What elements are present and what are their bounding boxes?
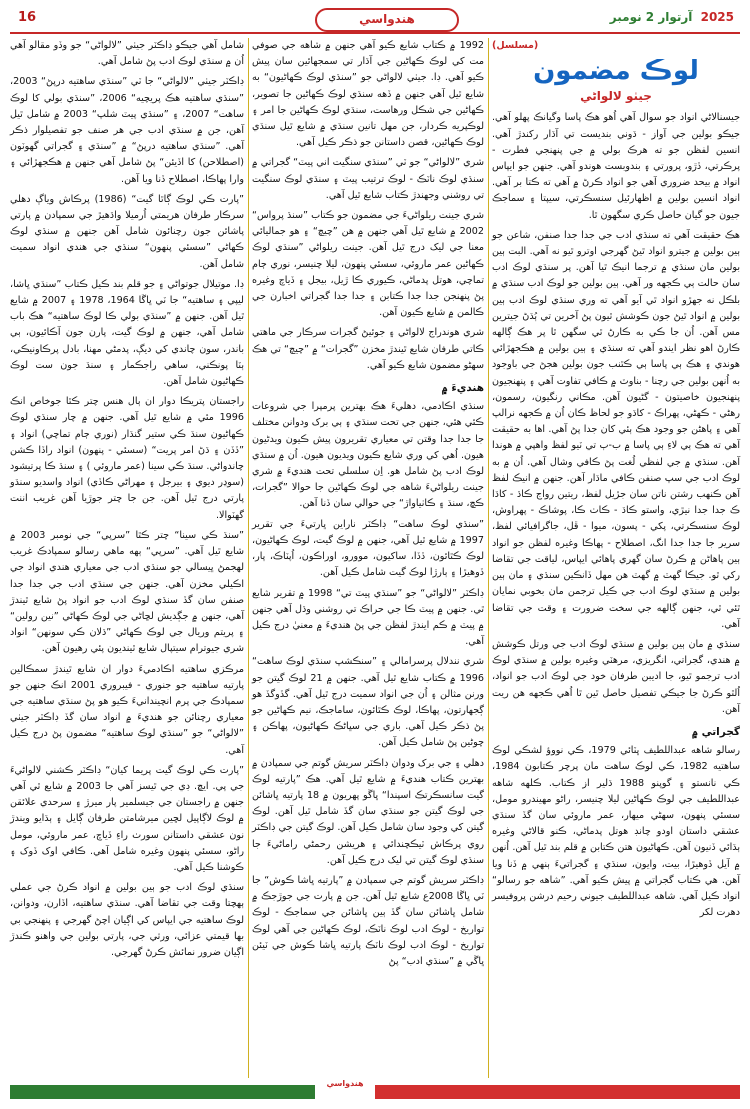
paragraph: دهلي ۽ جي برک ودوان ڊاڪٽر سريش گوتم جي سمپادن ۾ بهترين ڪتاب هنديءَ ۾ شايع ٿيل آهي. هڪ ”پارتيه لوڪ گيت سانسڪرتڪ اسپندا“ ڀاڱو پهريون ۾ 18 پارتيه ڀاشائن جي لوڪ گيتن جو سنڌي سان گڏ شامل ٿيل آهن. لوڪ گيتن کي وجود سان شامل ڪيل آهن. لوڪ گيتن جي ڊاڪٽر روي پرڪاش ٽيڪچندائي ۽ هريشن رحمڻي راماڻيءَ جا سنڌي لوڪ گيتن تي ليک درج ڪيل آهن.	[252, 757, 485, 866]
paragraph: شري جينت ريلواڻيءَ جي مضمون جو ڪتاب ”سنڌ پرواس“ 2002 ۾ شايع ٿيل آهي جنهن ۾ هن ”چيچ“ ۽ هو جماليائي معنا جي ليک درج ٿيل آهن. جينت ريلواڻي ”سنڌي لوڪ ڪهاڻين عمر ماروئي، سسئي پنهون، ليلا چنيسر، نوري ڄام تماچي، هوتل پدماڻي، ڪيوري ڪا ڙيل، بيجل ۽ ڏياچ وغيره پڻ پنهنجن جدا جدا ڪتابن ۽ جدا جدا گجراتي اخبارن جي ڪالمن ۾ شايع ڪيون آهن.	[252, 210, 484, 319]
continued-label: (مسلسل)	[492, 40, 539, 51]
header-rule	[10, 32, 740, 34]
column-divider	[248, 38, 249, 1078]
paragraph: هڪ حقيقت آهي ته سنڌي ادب جي جدا جدا صنفن، شاعن جو ٻين بولين ۾ جيترو انواد ٿيڻ گهرجي اوترو ٿيو نه آهي. البت ٻين بولين مان سنڌي ۾ ترجما انيڪ ٿيا آهن. پر سنڌي لوڪ ادب سان حالت ٻي ڪجهه ور آهي. ٻين بولين جو لوڪ ادب سنڌي ۾ بلڪل نه جهڙو انواد ٿي آيو آهي ته وري سنڌي لوڪ ادب ٻين بولين ۾ انواد ٿيڻ جون ڪوشش ٿيون پڻ آخرين تي ٻُڌڻ جيترين مس آهن. اُن جا ڪي به ڪارڻ ٿي سگهن ٿا پر هڪ ڳالهه ڪارڻ اهو نظر ايندو آهي ته سنڌي ۽ ٻين بولين ۾ هڪجهڙائي هوندي ۽ هڪ ٻي پاسا ٻي ڪٿنب جون بولين هجڻ جي باوجود به اُنهن بولين جي رچنا - بناوٽ ۾ ڪافي تفاوت آهي ۽ پنهنجيون پنهنجيون خاصيتون - گڻيون آهن. مڪاني رنگيون، رسمون، رهڻي - ڪهڻي، پهراڪ - کاڌو جو لحاظ ڪان اُن ۾ ڪجهه نرالپ آهي ۽ پاهڻن جو وجود هڪ ٻئي کان جدا پڻ آهي. اها به حقيقت آهي ته هڪ ٻي لاءِ ٻي پاسا ۾ ب-ٻ تي ٽيو لفظ واهپي ۾ هوندا آهن. سنڌي ۾ جي لفظي لُغت پڻ ڪافي وشال آهي. اُن ۾ به لوڪ ادب جي سپ صنفن ڪافي ماڌار آهن. جنهن ۾ انيڪ لفظ آهن ڪنهب رشتن ناتن سان جڙيل لفظ، ريتين رواج ڪاڌ - کاڌا ڪ جدا جدا نيڙي، واستو ڪاڌ - ڪاٺ ڪا، پوشاڪ - پهراوش، لوڪ سنسڪرتي، پکي - پسون، ميوا - ڦل، جاگرافيائي لفظ، سرير جا جدا جدا انگ، اصطلاح - پهاڪا وغيره لفظن جو انواد ٻين پاهاڻن ۾ ڪرڻ سان گهري پاهائي ايپاس، لياقت جي تقاضا رکي ٿو. جيڪا گهٽ ۾ گهٽ هن مهل ڏانڪين سنڌي ۽ مان ٻين بولين ۾ سنڌي لوڪ ادب جي ڪيل ترجمن مان بخوبي نمايان ٿئي ٿي، جنهن ڳالهه جي سخت ضرورت ۽ وقت جي تقاضا آهي.	[492, 229, 740, 630]
column-middle	[252, 38, 484, 974]
paragraph: شامل آهي جيڪو ڊاڪٽر جيٺي ”لالواڻي“ جو وڏو مقالو آهي اُن ۾ سنڌي لوڪ ادب پڻ شامل آهي.	[10, 40, 244, 68]
paragraph: ”سنڌ ڪي سينا“ چتر ڪٿا ”سرپي“ جي نومبر 2003 ۾ شايع ٿيل آهي. ”سرپي“ ٻهه ماهي رسالو سمپادڪ غريب لهجمڻ ڀيسالي جو سنڌي ادب جي معياري هندي انواد جي اڪيلي مخزن آهي. جنهن جي سنڌي ادب جي جدا جدا صنفن سان گڏ سنڌي لوڪ ادب جو انواد پڻ شايع ٿيندڙ آهي، جنهن ۾ جڳديش لڇاڻي جي لوڪ ڪهاڻي ”نين رولين“ ۽ پريتم وريال جي لوڪ ڪهاڻي ”ڌلان ڪي سونهن“ انواد شري جيوترام سيتپال شايع ٿينديون پئي رهيون آهن.	[10, 529, 245, 655]
issue-year: 2025	[700, 10, 734, 24]
paragraph: ڊا. موتيلال جوتواڻي ۽ جو قلم بند ڪيل ڪتاب ”سنڌي ڀاشا، ليپي ۽ ساهتيه“ جا ٽي ڀاڱا 1964، 1978 ۽ 2007 ۾ شايع ٿيل آهن. جنهن ۾ ”سنڌي بولي ڪا لوڪ ساهتيه“ هڪ باب شامل آهي، جنهن ۾ لوڪ گيت، پارن جون آڪائيون، ٻي باندر، سون چاندي کي ديڳ، پدمڻي مهنا، بادل پرڪاونيڪي، ٻٽا پونڪني، ساهي راجڪمار ۽ سنڌ جون ست لوڪ ڪهاڻيون شامل آهن.	[10, 278, 244, 388]
article-kicker: لوڪ مضمون	[533, 56, 699, 87]
paragraph: مرڪزي ساهتيه اڪادميءَ دوار ان شايع ٿيندڙ سمڪالين پارتيه ساهتيه جو جنوري - فيبروري 2001 انڪ جنهن جو سمپادڪ جي پرم انچيندانيءَ ڪيو هو پڻ سنڌي ساهتيه جي معياري رچنائن جو هنديءَ ۾ انواد سان گڏ ڊاڪٽر جيٺي ”لالواڻي“ جو ”سنڌي لوڪ ساهتيه“ مضمون پڻ درج ڪيل آهي.	[10, 663, 245, 756]
paragraph: ڊاڪٽر ”لالواڻي“ جو ”سنڌي پيٽ تي“ 1998 ۾ تقرير شايع ٿي. جنهن ۾ پيٽ ڪا جي حراڪ تي روشني وڌل آهي جنهن ۾ پيٽ ۾ ڪم ايندڙ لفظن جي پڻ هنديءَ ۾ معنيٰ درج ڪيل آهي.	[252, 587, 484, 648]
footer-green-band	[10, 1085, 315, 1099]
issue-date	[610, 10, 734, 24]
paragraph: شري هوندراج لالواڻي ۽ جوئيڻ گجرات سرڪار جي ماهتي ڪاتي طرفان شايع ٿيندڙ مخزن ”گجرات“ ۾ ”چيچ“ تي هڪ سهڻو مضمون شايع ڪيو آهي.	[252, 327, 484, 371]
paragraph: 1992 ۾ ڪتاب شايع ڪيو آهي جنهن ۾ شاهه جي صوفي مت کي لوڪ ڪهاڻين جي آڌار تي سمجهائين سان پيش ڪيو آهي. ڊا. جيٺي لالواڻي جو ”سنڌي لوڪ ڪهاڻيون“ به شايع ٿيل آهي جنهن ۾ ڏهه سنڌي لوڪ ڪهاڻين جا تصوير، ڪهاڻين جي شڪل ورهاست، سنڌي لوڪ ڪهاڻين جا امر ۽ لوڪپريه ڪردار، جن مهل تانين سنڌي ۾ شايع ٿيل سنڌي لوڪ ڪهاڻين، قصن داستانن جو ذڪر ڪيل آهي.	[252, 40, 484, 149]
paragraph: ”سنڌي لوڪ ساهت“ ڊاڪٽر ناراين ڀارتيءَ جي تقرير 1997 ۾ شايع ٿيل آهي، جنهن ۾ لوڪ گيت، لوڪ ڪهاڻيون، لوڪ ڪٿائون، ڏڏا، ساکيون، موورو، اوراڪون، اُپٽاڪ، پار، ڏوهيڙا ۽ ٻارڙا لوڪ گيت شامل ڪيل آهن.	[252, 518, 484, 579]
subhead-hindi: هنديءَ ۾	[441, 382, 484, 395]
paragraph: رسالو شاهه عبداللطيف ڀٽائي 1979، ڪي نووؤ لشڪي لوڪ ساهتيه 1982، ڪي لوڪ ساهت مان پرچر ڪتابون 1984، ڪي نانستو ۽ گوپنو 1988 ڌلير از ڪتاب. ڪلهه شاهه عبداللطيف جي لوڪ ڪهاڻين ليلا چنيسر، راڻو مهيندرو مومل، سسئي پنهون، سهڻي ميهار، عمر ماروئي سان گڏ سنڌي عشقي داستان اودو چانڊ هوتل پدماڻي، ڪنو قالاڻي وغيره ٻڌائي ڏنيون آهن. ڪهاڻيون هتن ڪتابن ۾ قلم بند ٿيل آهن. اُنهن ۾ آيل ڏوهيڙا، بيت، وايون، سنڌي ۽ گجراتيءَ ٻنهي ۾ ڏنا ويا آهن. هي ڪتاب گجراتي ۾ پيش ڪيو آهي. ”شاهه جو رسالو“ انواد ڪيل آهي. شاهه عبداللطيف جيوني رحيم درشن پروفيسر دهرت لکر	[492, 745, 740, 919]
column-left	[10, 38, 244, 965]
page-header	[10, 8, 740, 30]
article-author: جيٺو لالواڻي	[580, 89, 652, 104]
footer-red-band	[375, 1085, 740, 1099]
paragraph: شري ”لالواڻي“ جو ٽي ”سنڌي سنگيت اني پيٽ“ گجراتي ۾ سنڌي لوڪ ناٽڪ - لوڪ ترتيب پيٽ ۽ سنڌي لوڪ سنگيت تي روشني وجهندڙ ڪتاب شايع ٿيل آهي.	[252, 157, 484, 201]
page-number: 16	[18, 10, 37, 25]
page-footer	[10, 1079, 740, 1099]
paragraph: سنڌي لوڪ ادب جو ٻين بولين ۾ انواد ڪرڻ جي عملي ٻهچتا وقت جي تقاضا آهي. سنڌي ساهتيه، اڏارن، ودوانن، لوڪ ساهتيه جي ايپاس کي اڳيان اچڻ گهرجي ۽ پنهنجي بي بها قيمتي عزائي، ورثي جي، پارتي بولين جي واهنو ڪندڙ اڳيان ضرور نمائش ڪرڻ گهرجي.	[10, 882, 244, 958]
paragraph: ڊاڪٽر جيٺي ”لالواڻي“ جا ٽي ”سنڌي ساهتيه درپڻ“ 2003، ”سنڌي ساهتيه هڪ پريچيه“ 2006، ”سنڌي بولي کا لوڪ ساهت“ 2007، ۽ ”سنڌي پيٽ شلپ“ 2003 ۾ شامل ٿيل آهن، جن ۾ سنڌي ادب جي هر صنف جو تفصيلوار ذڪر آهي. ”سنڌي ساهتيه درپڻ“ ۾ ”سنڌي ۽ گجراتي گهوٽون (اصطلاحن) کا اڏيئن“ پڻ شامل آهي جنهن ۾ هڪجهڙائي ۽ وارا پهاڪا، اصطلاح ڏنا ويا آهن.	[10, 76, 245, 185]
footer-logo: هندواسي	[326, 1079, 364, 1088]
paragraph: سنڌي اڪادمي، دهليءَ هڪ بهترين پرمپرا جي شروعات ڪئي هئي، جنهن جي تحت سنڌي ۽ ٻي برک ودوانن مختلف جا جدا جدا وقتن تي معياري تقريرون پيش ڪيون ويدڻيون هيون. اُهي کي وري شايع ڪيون ويديون هيون. اُن ۾ سنڌي لوڪ ادب پڻ شامل هو. اِن سلسلي تحت هنديءَ ۾ شري جينت ريلواڻيءَ شاهه جي لوڪ ڪهاڻين جا حوالا ”گجرات، ڪڇ، سنڌ ۽ ڪاٺياواڙ“ جي حوالي سان ڏنا آهن.	[252, 401, 484, 510]
paragraph: ”پارت ڪي لوڪ گيت پريما کيان“ ڊاڪٽر ڪشني لالواڻيءَ جي پي. ايڇ. ڊي جي ٿيسز آهي جا 2003 ۾ شايع ٿي آهي جنهن ۾ راجستان جي جيسلمير پار ميرڙ ۽ سرحدي علائقن ۾ لوڪ لاڳاپيل لڇين ميرشامتن طرفان ڳايل ۽ ٻڌايو ويندڙ نون عشقي داستانن سورٺ راءِ ڏياچ، عمر ماروئي، مومل راڻو، سسئي پنهون وغيره شامل آهي. ڪافي اوک ڏوک ۽ ڪوشنا ڪيل آهي.	[10, 764, 244, 873]
column-divider	[488, 38, 489, 1078]
subhead-gujarati: گجراتي ۾	[691, 725, 740, 738]
column-right	[492, 38, 740, 925]
masthead-logo: هندواسي	[315, 8, 459, 32]
paragraph: سنڌي ۾ مان ٻين بولين ۾ سنڌي لوڪ ادب جي ورتل ڪوشش ۾ هندي، گجراتي، انگريزي، مرهٽي وغيره بولين ۾ سنڌي لوڪ ادب ترجمو ٿيو، جا اديبن طرفان خود جي لوڪ ادب جو انواد، اُلٿو ڪرڻ جا جيڪي تفصيل حاصل ٿين ٿا اُهي ڪجهه هن ريت آهن.	[492, 638, 740, 715]
paragraph: راجستان پتريڪا دوار ان ٻال هنس چتر ڪٿا جوخاص انڪ 1996 مئي ۾ شايع ٿيل آهي. جنهن ۾ چار سنڌي لوڪ ڪهاڻيون سنڌ ڪي ستير گنڌار (نوري ڄام تماچي) انواد ۽ ”ڏڏن ۽ ڌڻ امر پريت“ (سسئي - پنهون) انواد راڏا ڪشن چاندواڻي. سنڌ ڪي سينا (عمر ماروئي ) ۽ سنڌ ڪا پرتيشود (سوڍر ديوي ۽ بيرجل ۽ مهراڻي ڪاڏي) انواد واسديو سنڌو پارتي درج ٿيل آهن. جن جا چتر جوڙيا آهن غريب اننت گهٽوالا.	[10, 396, 244, 521]
paragraph: جيسنالاڻي انواد جو سوال آهي اُهو هڪ پاسا وگيانڪ پهلو آهي. جيڪو بولين جي آواز - ڌوني بنديست تي آڌار رکندڙ آهي. انسين لفظن جو ته هرڪ بولي ۾ جي پنهنجي فطرت - پرڪرتي، ڏڙو، پرورتي ۽ بندوبست هوندو آهي. جنهن جو ايپاس انواد ۾ بيحد ضروري آهي جو انواد ڪرڻ ۾ آهي ته ڪتا بر آهي. انواد انسين بولين ۾ اظهارئيل سنسڪرتي، سيپتا ۽ سماجڪ جيون جو گيان حاصل ڪري سگهون ٿا.	[492, 112, 740, 221]
paragraph: ”پارت ڪي لوڪ ڳاٿا گيت“ (1986) پرڪاش وياڳ دهلي سرڪار طرفان هريمتي اُرميلا واڌهيڙ جي سمپادن ۾ پارتي پاشائن جون رچنائون شامل آهن جنهن ۾ سنڌي لوڪ ڪهاڻي ”سسئي پنهون“ سنڌي جي هندي انواد سميت شامل آهن.	[10, 193, 244, 270]
issue-day: آرتوار 2 نومبر	[609, 10, 693, 24]
paragraph: ڊاڪٽر سريش گوتم جي سمپادن ۾ ”پارتيه ڀاشا ڪوش“ جا ٽي ڀاڱا 2008ع شايع ٿيل آهن. جن ۾ پارت جي جوڙجڪ ۾ شامل ڀاشائن سان گڏ ٻين ڀاشائن جي سماجڪ - لوڪ تواريخ - لوڪ ادب لوڪ ناٽڪ، لوڪ ڪهاڻين جي آهي لوڪ تواريخ - لوڪ ادب لوڪ ناٽڪ پارتيه ڀاشا ڪوش جي ٽيئن ڀاڱي ۾ ”سنڌي ادب“ پڻ	[252, 874, 484, 967]
paragraph: شري نندلال پرسرامالي ۽ ”سنڪشپ سنڌي لوڪ ساهت“ 1996 ۾ ڪتاب شايع ٿيل آهي. جنهن ۾ 21 لوڪ گيتن جو ورنن مثالن ۽ اُن جي انواد سميت درج ٿيل آهي. گڏوگڏ هو ڳجهارتون، پهاڪا، لوڪ ڪٿائون، ساماجڪ، نيم ڪهاڻين جو پڻ ذڪر ڪيل آهي. باري جي سڀاڻڪ ڪهاڻيون، پهاڪن ۽ چوڻين پڻ شامل ڪيل آهن.	[252, 656, 484, 749]
